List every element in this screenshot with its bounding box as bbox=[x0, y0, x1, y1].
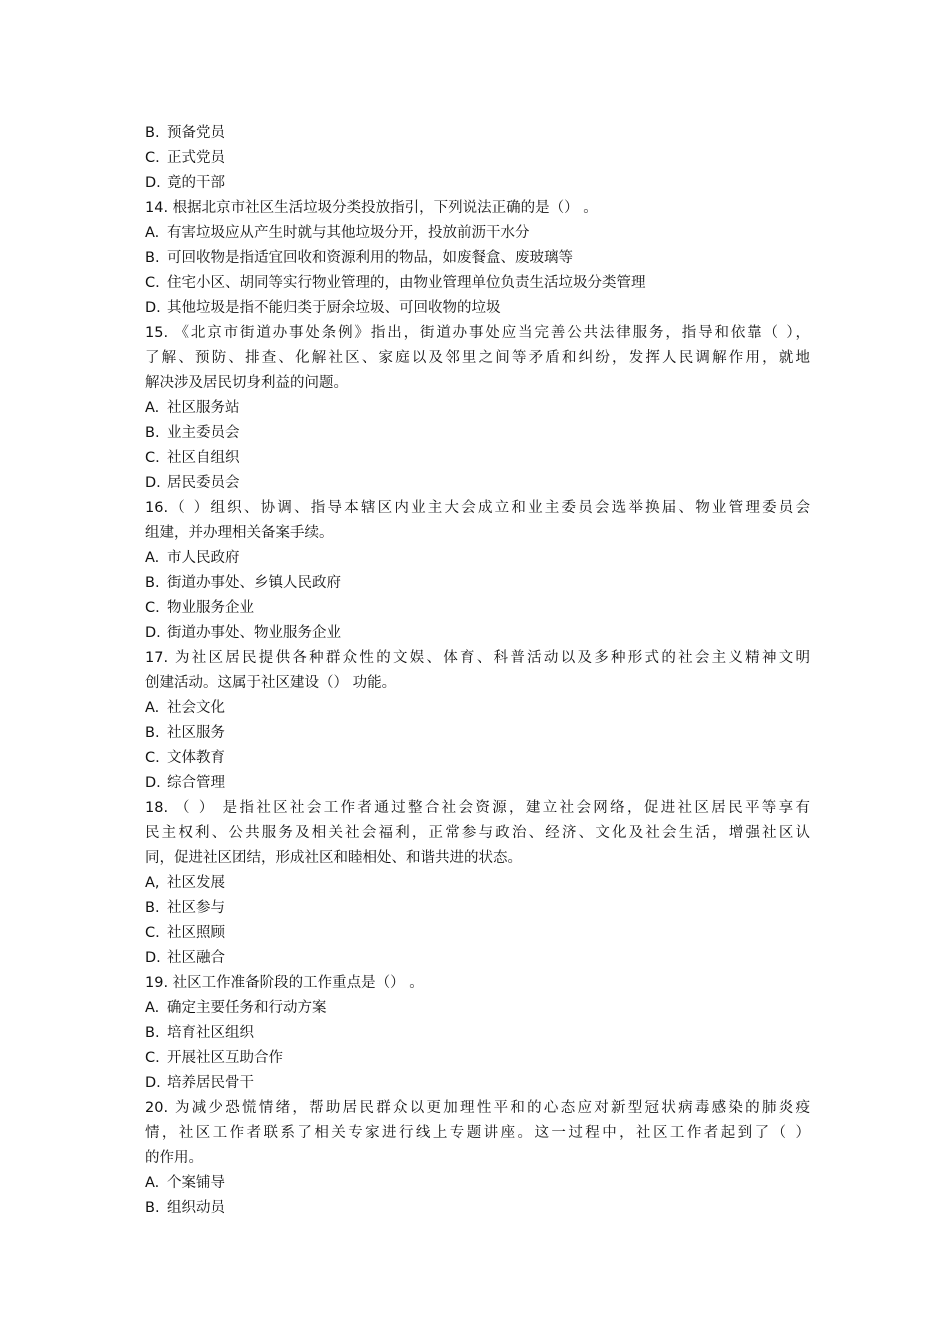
answer-option bbox=[145, 421, 810, 446]
answer-option bbox=[145, 1046, 810, 1071]
option-letter: D. bbox=[145, 625, 161, 641]
question-text-line: 17. 为社区居民提供各种群众性的文娱、体育、科普活动以及多种形式的社会主义精神文明 bbox=[145, 650, 810, 666]
answer-option bbox=[145, 546, 810, 571]
answer-option bbox=[145, 771, 810, 796]
option-letter: D. bbox=[145, 1075, 161, 1091]
option-text: 市人民政府 bbox=[167, 550, 240, 566]
option-letter: B. bbox=[145, 1025, 160, 1041]
option-letter: A. bbox=[145, 1175, 160, 1191]
option-letter: B. bbox=[145, 900, 160, 916]
answer-option bbox=[145, 1021, 810, 1046]
option-letter: D. bbox=[145, 300, 161, 316]
question-text-line: 14. 根据北京市社区生活垃圾分类投放指引，下列说法正确的是（） 。 bbox=[145, 200, 598, 216]
question-text-line: 的作用。 bbox=[145, 1150, 203, 1166]
answer-option bbox=[145, 1196, 810, 1221]
option-text: 社区参与 bbox=[167, 900, 225, 916]
option-letter: C. bbox=[145, 1050, 160, 1066]
question-text-line: 18. （ ） 是指社区社会工作者通过整合社会资源，建立社会网络，促进社区居民平等享有 bbox=[145, 800, 810, 816]
answer-option bbox=[145, 171, 810, 196]
option-text: 社会文化 bbox=[167, 700, 225, 716]
answer-option bbox=[145, 121, 810, 146]
option-text: 培育社区组织 bbox=[167, 1025, 254, 1041]
option-letter: B. bbox=[145, 1200, 160, 1216]
option-letter: A, bbox=[145, 875, 160, 891]
option-letter: C. bbox=[145, 600, 160, 616]
answer-option bbox=[145, 571, 810, 596]
option-letter: C. bbox=[145, 925, 160, 941]
option-letter: C. bbox=[145, 150, 160, 166]
option-letter: D. bbox=[145, 775, 161, 791]
option-text: 街道办事处、物业服务企业 bbox=[167, 625, 341, 641]
option-letter: A. bbox=[145, 400, 160, 416]
option-text: 社区融合 bbox=[167, 950, 225, 966]
answer-option bbox=[145, 471, 810, 496]
option-letter: D. bbox=[145, 175, 161, 191]
option-letter: B. bbox=[145, 425, 160, 441]
option-letter: B. bbox=[145, 725, 160, 741]
question-text-line: 情，社区工作者联系了相关专家进行线上专题讲座。这一过程中，社区工作者起到了（ ） bbox=[145, 1125, 810, 1141]
answer-option bbox=[145, 746, 810, 771]
answer-option bbox=[145, 896, 810, 921]
option-letter: D. bbox=[145, 950, 161, 966]
option-text: 物业服务企业 bbox=[167, 600, 254, 616]
question-text-line: 15. 《北京市街道办事处条例》指出，街道办事处应当完善公共法律服务，指导和依靠（ ）， bbox=[145, 325, 810, 341]
document-page bbox=[145, 121, 810, 1221]
option-text: 社区照顾 bbox=[167, 925, 225, 941]
option-letter: C. bbox=[145, 450, 160, 466]
answer-option bbox=[145, 1071, 810, 1096]
option-text: 预备党员 bbox=[167, 125, 225, 141]
answer-option bbox=[145, 696, 810, 721]
answer-option bbox=[145, 1171, 810, 1196]
option-letter: A. bbox=[145, 550, 160, 566]
option-letter: A. bbox=[145, 700, 160, 716]
answer-option bbox=[145, 996, 810, 1021]
option-letter: A. bbox=[145, 225, 160, 241]
answer-option bbox=[145, 721, 810, 746]
answer-option bbox=[145, 596, 810, 621]
option-letter: B. bbox=[145, 575, 160, 591]
option-text: 居民委员会 bbox=[167, 475, 240, 491]
option-text: 综合管理 bbox=[167, 775, 225, 791]
question-text-line: 组建，并办理相关备案手续。 bbox=[145, 525, 334, 541]
option-letter: A. bbox=[145, 1000, 160, 1016]
answer-option bbox=[145, 946, 810, 971]
option-text: 竟的干部 bbox=[167, 175, 225, 191]
option-text: 组织动员 bbox=[167, 1200, 225, 1216]
answer-option bbox=[145, 621, 810, 646]
option-letter: B. bbox=[145, 125, 160, 141]
option-text: 文体教育 bbox=[167, 750, 225, 766]
option-text: 开展社区互助合作 bbox=[167, 1050, 283, 1066]
question-text-line: 创建活动。这属于社区建设（） 功能。 bbox=[145, 675, 397, 691]
option-text: 确定主要任务和行动方案 bbox=[167, 1000, 327, 1016]
option-letter: C. bbox=[145, 750, 160, 766]
option-text: 社区发展 bbox=[167, 875, 225, 891]
question-text-line: 16.（ ）组织、协调、指导本辖区内业主大会成立和业主委员会选举换届、物业管理委员会 bbox=[145, 500, 810, 516]
option-text: 培养居民骨干 bbox=[167, 1075, 254, 1091]
option-text: 可回收物是指适宜回收和资源利用的物品，如废餐盒、废玻璃等 bbox=[167, 250, 573, 266]
option-letter: B. bbox=[145, 250, 160, 266]
answer-option bbox=[145, 296, 810, 321]
question-text-line: 同，促进社区团结，形成社区和睦相处、和谐共进的状态。 bbox=[145, 850, 522, 866]
option-text: 街道办事处、乡镇人民政府 bbox=[167, 575, 341, 591]
option-text: 正式党员 bbox=[167, 150, 225, 166]
question-text-line: 解决涉及居民切身利益的问题。 bbox=[145, 375, 348, 391]
option-text: 社区服务 bbox=[167, 725, 225, 741]
option-text: 有害垃圾应从产生时就与其他垃圾分开，投放前沥干水分 bbox=[167, 225, 530, 241]
answer-option bbox=[145, 271, 810, 296]
question-text-line: 了解、预防、排查、化解社区、家庭以及邻里之间等矛盾和纠纷，发挥人民调解作用，就地 bbox=[145, 350, 810, 366]
answer-option bbox=[145, 396, 810, 421]
option-text: 业主委员会 bbox=[167, 425, 240, 441]
option-letter: C. bbox=[145, 275, 160, 291]
answer-option bbox=[145, 446, 810, 471]
question-text-line: 19. 社区工作准备阶段的工作重点是（） 。 bbox=[145, 975, 424, 991]
answer-option bbox=[145, 246, 810, 271]
option-text: 个案铺导 bbox=[167, 1175, 225, 1191]
answer-option bbox=[145, 146, 810, 171]
option-letter: D. bbox=[145, 475, 161, 491]
question-text-line: 民主权利、公共服务及相关社会福利，正常参与政治、经济、文化及社会生活，增强社区认 bbox=[145, 825, 810, 841]
answer-option bbox=[145, 921, 810, 946]
option-text: 社区自组织 bbox=[167, 450, 240, 466]
question-text-line: 20. 为减少恐慌情绪，帮助居民群众以更加理性平和的心态应对新型冠状病毒感染的肺炎疫 bbox=[145, 1100, 810, 1116]
option-text: 其他垃圾是指不能归类于厨余垃圾、可回收物的垃圾 bbox=[167, 300, 501, 316]
option-text: 社区服务站 bbox=[167, 400, 240, 416]
option-text: 住宅小区、胡同等实行物业管理的，由物业管理单位负责生活垃圾分类管理 bbox=[167, 275, 646, 291]
answer-option bbox=[145, 221, 810, 246]
answer-option bbox=[145, 871, 810, 896]
